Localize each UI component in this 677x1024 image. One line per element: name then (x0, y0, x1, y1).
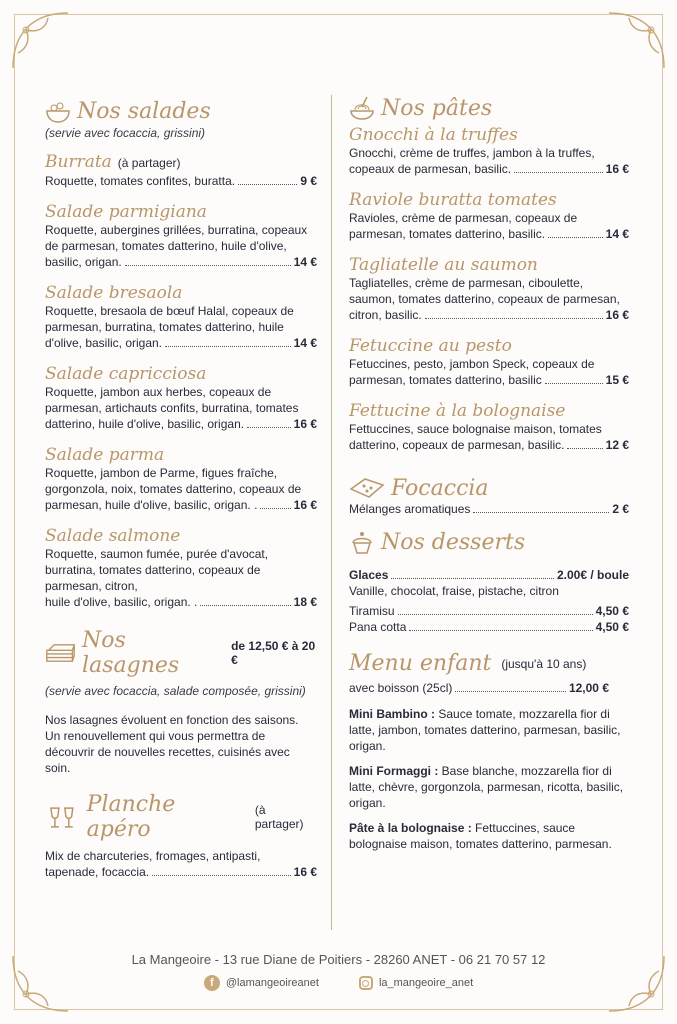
planche-note: (à partager) (254, 803, 304, 831)
planche-desc: Mix de charcuteries, fromages, antipasti, (45, 849, 261, 863)
item-price: 14 € (605, 227, 629, 241)
footer-address: La Mangeoire - 13 rue Diane de Poitiers - 28260 ANET - 06 21 70 57 12 (131, 952, 546, 967)
menu-item (349, 401, 629, 453)
salad-bowl-icon (45, 98, 71, 124)
item-desc-end: parmesan, tomates datterino, basilic (349, 373, 542, 387)
item-price: 12 € (605, 438, 629, 452)
lasagna-icon (45, 640, 76, 666)
menu-item (45, 445, 317, 513)
item-desc: Roquette, jambon de Parme, figues fraîche, gorgonzola, noix, tomates datterino, copeaux de (45, 466, 302, 496)
item-desc-end: datterino, copeaux de parmesan, basilic. (349, 438, 565, 452)
item-desc: Ravioles, crème de parmesan, copeaux de (349, 211, 578, 225)
menu-item (349, 190, 629, 242)
lasagnes-title: Nos lasagnes (82, 628, 180, 678)
item-name: Gnocchi à la truffes (349, 125, 518, 145)
enfant-header (349, 651, 629, 676)
item-price: 9 € (300, 174, 317, 188)
instagram-handle: la_mangeoire_anet (378, 977, 474, 989)
wine-glasses-icon (45, 804, 81, 830)
focaccia-price: 2 € (612, 502, 629, 516)
instagram-icon (359, 976, 373, 990)
item-desc-end: huile d'olive, basilic, origan. . (45, 595, 198, 609)
planche-header (45, 792, 317, 842)
item-price: 14 € (293, 336, 317, 350)
item-desc: Tagliatelles, crème de parmesan, ciboulette, saumon, tomates datterino, copeaux de parmesan, (349, 276, 620, 306)
social-links (0, 975, 677, 991)
item-name: Tagliatelle au saumon (349, 255, 538, 275)
item-desc-end: parmesan, huile d'olive, basilic, origan. . (45, 498, 258, 512)
pates-header (349, 95, 629, 121)
item-price: 16 € (293, 417, 317, 431)
lasagnes-text: Nos lasagnes évoluent en fonction des saisons. Un renouvellement qui vous permettra de découvrir de nouvelles recettes, cuisinés avec soin. (45, 713, 299, 775)
item-desc-end: parmesan, tomates datterino, basilic. (349, 227, 546, 241)
item-desc: Roquette, aubergines grillées, burratina, copeaux de parmesan, tomates datterino, huile d'olive, (45, 223, 308, 253)
right-column (349, 95, 629, 852)
pates-title: Nos pâtes (381, 95, 493, 121)
glaces-label: Glaces (349, 568, 389, 582)
item-price: 16 € (605, 162, 629, 176)
lasagnes-subtitle: (servie avec focaccia, salade composée, grissini) (45, 684, 306, 698)
planche-price: 16 € (293, 865, 317, 879)
item-desc: Gnocchi, crème de truffes, jambon à la truffes, (349, 146, 595, 160)
item-desc-end: basilic, origan. (45, 255, 122, 269)
menu-item (349, 125, 629, 177)
boisson-label: avec boisson (25cl) (349, 681, 453, 695)
option-name: Mini Bambino : (349, 707, 435, 721)
item-price: 15 € (605, 373, 629, 387)
menu-item (45, 526, 317, 610)
desserts-header (349, 529, 629, 555)
enfant-option (349, 820, 629, 852)
glaces-desc: Vanille, chocolat, fraise, pistache, citron (349, 584, 559, 598)
item-name: Salade parma (45, 445, 165, 465)
pasta-plate-icon (349, 95, 375, 121)
tiramisu-label: Tiramisu (349, 604, 395, 618)
facebook-handle: @lamangeoireanet (225, 977, 319, 989)
enfant-note: (jusqu'à 10 ans) (501, 656, 587, 671)
item-price: 18 € (293, 595, 317, 609)
enfant-title: Menu enfant (349, 651, 492, 676)
enfant-option (349, 706, 629, 754)
panacotta-label: Pana cotta (349, 620, 407, 634)
menu-item (45, 202, 317, 270)
cupcake-icon (349, 529, 375, 555)
menu-item (45, 152, 317, 189)
item-price: 16 € (605, 308, 629, 322)
boisson-price: 12,00 € (568, 681, 609, 695)
menu-item (349, 336, 629, 388)
item-desc: Fettuccines, sauce bolognaise maison, tomates (349, 422, 602, 436)
item-price: 16 € (293, 498, 317, 512)
item-name: Burrata (45, 152, 112, 172)
option-desc: Fettuccines, sauce bolognaise maison, tomates datterino, parmesan. (349, 821, 612, 851)
menu-item (45, 283, 317, 351)
left-column (45, 98, 317, 880)
lasagnes-header (45, 628, 317, 678)
item-name: Fetuccine au pesto (349, 336, 512, 356)
item-desc: Roquette, bresaola de bœuf Halal, copeaux de parmesan, burratina, tomates datterino, huile (45, 304, 294, 334)
item-desc: Roquette, tomates confites, buratta. (45, 174, 236, 188)
column-divider (331, 95, 332, 930)
salades-title: Nos salades (77, 98, 211, 124)
item-name: Raviole buratta tomates (349, 190, 557, 210)
item-name: Salade salmone (45, 526, 181, 546)
item-desc: Roquette, jambon aux herbes, copeaux de parmesan, artichauts confits, burratina, tomates (45, 385, 299, 415)
item-desc-end: d'olive, basilic, origan. (45, 336, 163, 350)
option-name: Mini Formaggi : (349, 764, 439, 778)
salades-subtitle: (servie avec focaccia, grissini) (45, 126, 206, 140)
item-note: (à partager) (117, 156, 181, 170)
item-desc: Fetuccines, pesto, jambon Speck, copeaux de (349, 357, 595, 371)
option-name: Pâte à la bolognaise : (349, 821, 472, 835)
panacotta-price: 4,50 € (595, 620, 629, 634)
ornament-top-right (599, 8, 669, 78)
enfant-option (349, 763, 629, 811)
menu-item (45, 364, 317, 432)
item-name: Salade bresaola (45, 283, 183, 303)
item-desc: Roquette, saumon fumée, purée d'avocat, burratina, tomates datterino, copeaux de parmesan, citron, (45, 547, 269, 593)
focaccia-icon (349, 475, 385, 501)
item-price: 14 € (293, 255, 317, 269)
lasagnes-price-range: de 12,50 € à 20 € (231, 639, 316, 667)
planche-desc-end: tapenade, focaccia. (45, 865, 150, 879)
focaccia-desc: Mélanges aromatiques (349, 502, 471, 516)
focaccia-title: Focaccia (391, 475, 489, 501)
menu-item (349, 255, 629, 323)
item-name: Fettucine à la bolognaise (349, 401, 566, 421)
salades-header (45, 98, 317, 124)
option-desc: Base blanche, mozzarella fior di latte, chèvre, gorgonzola, parmesan, ricotta, basilic, origan. (349, 764, 624, 810)
item-desc-end: datterino, huile d'olive, basilic, origan. (45, 417, 245, 431)
planche-title: Planche apéro (86, 792, 176, 842)
glaces-price: 2.00€ / boule (556, 568, 629, 582)
item-desc-end: citron, basilic. (349, 308, 422, 322)
item-desc-end: copeaux de parmesan, basilic. (349, 162, 512, 176)
focaccia-header (349, 475, 629, 501)
item-name: Salade parmigiana (45, 202, 207, 222)
tiramisu-price: 4,50 € (595, 604, 629, 618)
facebook-link[interactable] (204, 975, 319, 991)
facebook-icon: f (204, 975, 220, 991)
ornament-top-left (8, 8, 78, 78)
instagram-link[interactable] (359, 975, 473, 991)
desserts-title: Nos desserts (381, 529, 526, 555)
item-name: Salade capricciosa (45, 364, 207, 384)
option-desc: Sauce tomate, mozzarella fior di latte, jambon, tomates datterino, parmesan, basilic, origan. (349, 707, 621, 753)
